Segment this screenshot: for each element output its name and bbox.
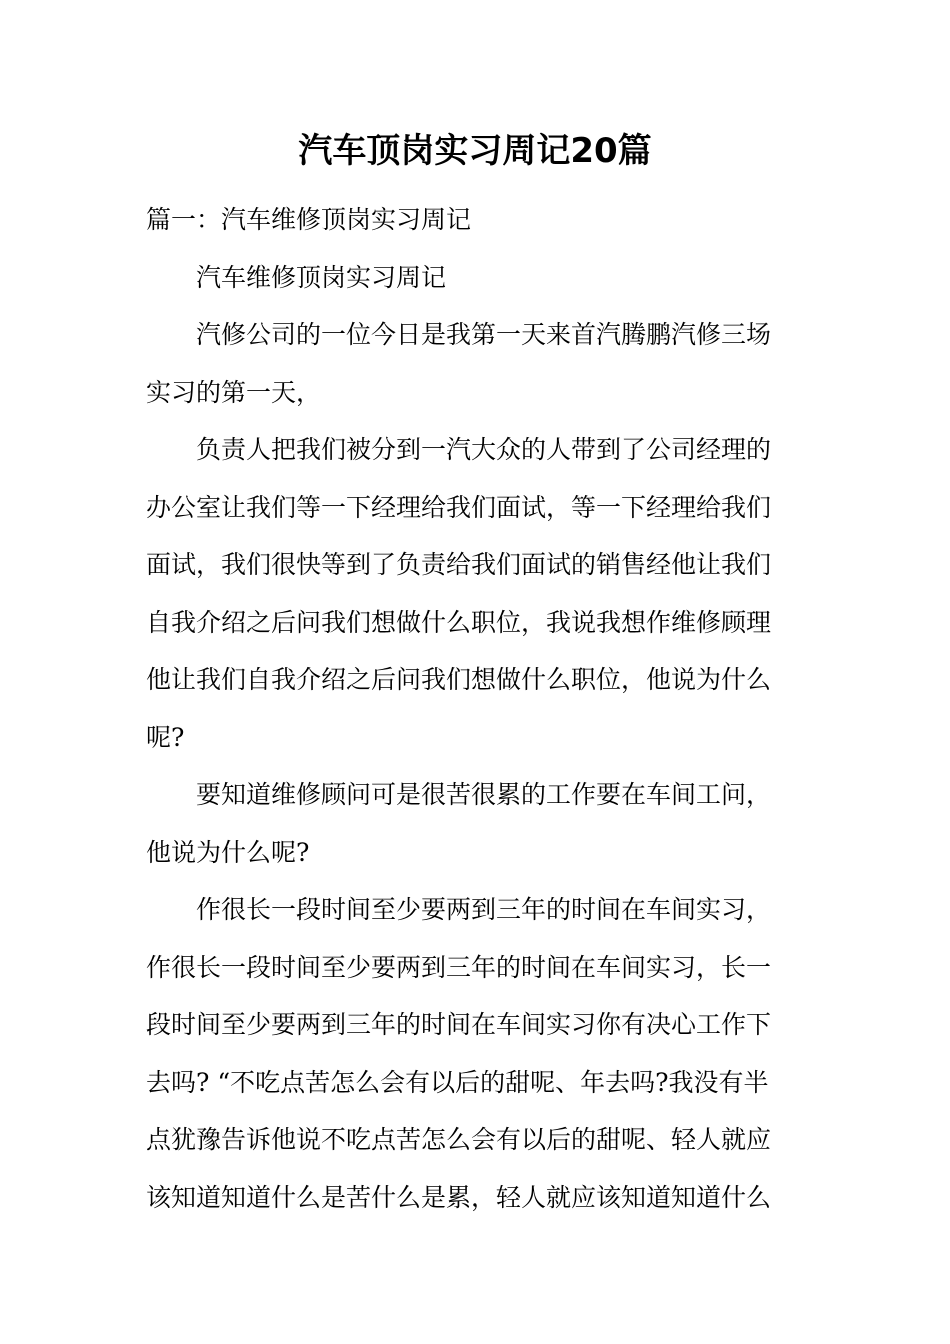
section-heading: 篇一：汽车维修顶岗实习周记: [146, 205, 472, 234]
paragraph-line: 要知道维修顾问可是很苦很累的工作要在车间工问，: [196, 780, 772, 809]
subheading: 汽车维修顶岗实习周记: [196, 263, 447, 292]
paragraph-line: 办公室让我们等一下经理给我们面试，等一下经理给我们: [146, 493, 772, 522]
paragraph-line: 点犹豫告诉他说不吃点苦怎么会有以后的甜呢、轻人就应: [146, 1125, 772, 1154]
paragraph-line: 作很长一段时间至少要两到三年的时间在车间实习，长一: [146, 953, 772, 982]
paragraph-line: 他说为什么呢?: [146, 838, 310, 867]
paragraph-line: 呢?: [146, 723, 185, 752]
paragraph-line: 该知道知道什么是苦什么是累，轻人就应该知道知道什么: [146, 1183, 772, 1212]
paragraph-line: 实习的第一天，: [146, 378, 322, 407]
paragraph-line: 面试，我们很快等到了负责给我们面试的销售经他让我们: [146, 550, 772, 579]
paragraph-line: 去吗? “不吃点苦怎么会有以后的甜呢、年去吗?我没有半: [146, 1068, 769, 1097]
paragraph-line: 作很长一段时间至少要两到三年的时间在车间实习，: [196, 895, 772, 924]
paragraph-line: 汽修公司的一位今日是我第一天来首汽腾鹏汽修三场: [196, 320, 772, 349]
paragraph-line: 他让我们自我介绍之后问我们想做什么职位，他说为什么: [146, 665, 772, 694]
paragraph-line: 负责人把我们被分到一汽大众的人带到了公司经理的: [196, 435, 772, 464]
document-title: 汽车顶岗实习周记20篇: [298, 131, 652, 171]
paragraph-line: 自我介绍之后问我们想做什么职位，我说我想作维修顾理: [146, 608, 772, 637]
paragraph-line: 段时间至少要两到三年的时间在车间实习你有决心工作下: [146, 1010, 772, 1039]
